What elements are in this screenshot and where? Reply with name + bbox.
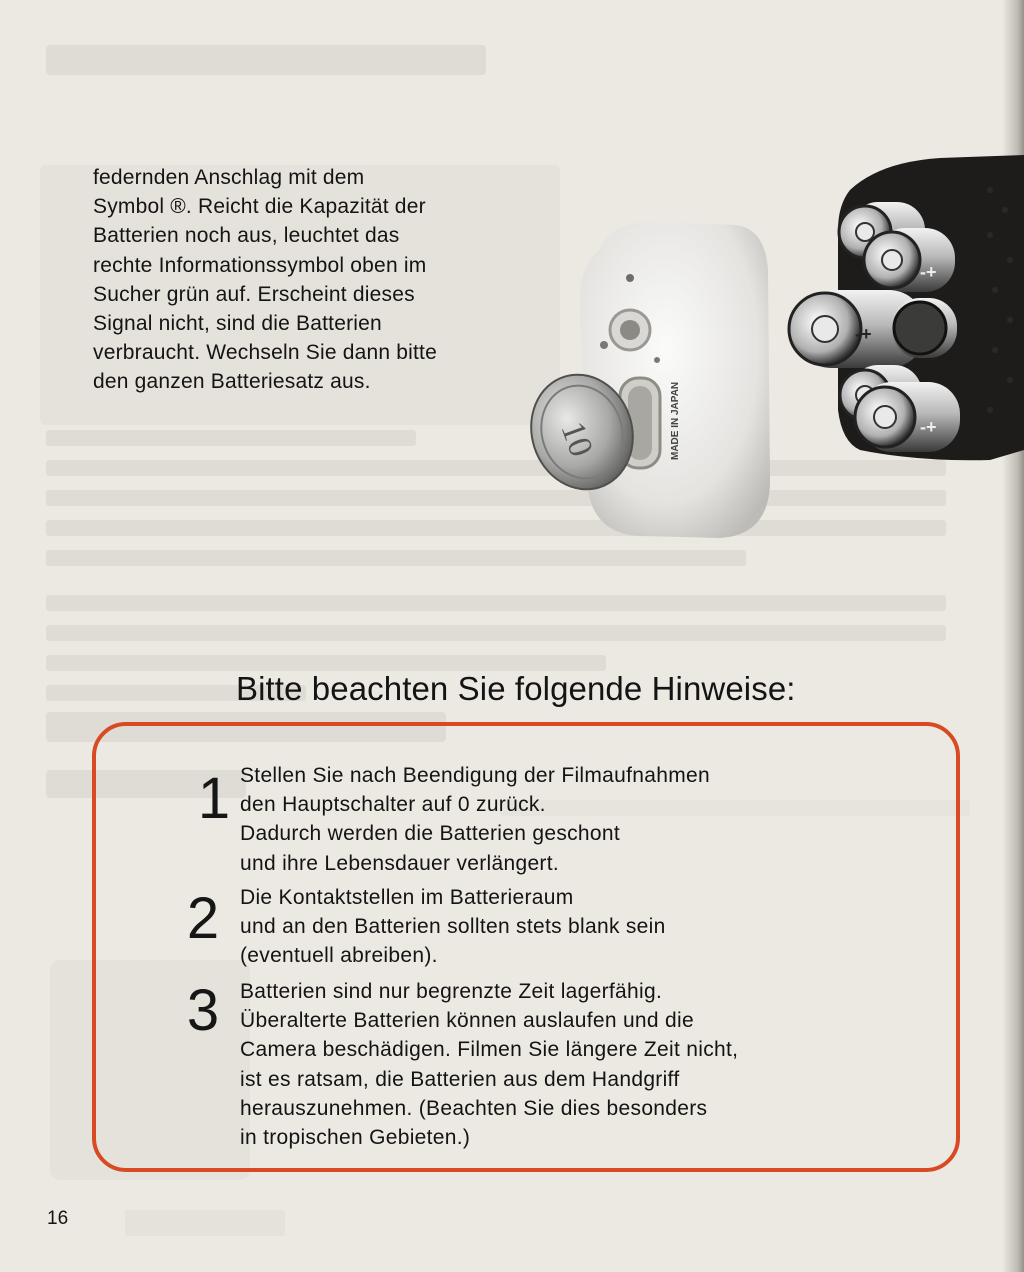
hint-number: 2 xyxy=(186,886,220,951)
hint-line: Die Kontaktstellen im Batterieraum xyxy=(240,886,574,909)
intro-line: Batterien noch aus, leuchtet das xyxy=(93,224,400,248)
hint-number: 3 xyxy=(186,978,220,1043)
coin-number: 10 xyxy=(553,416,600,462)
battery-icon xyxy=(864,228,955,292)
intro-line: den ganzen Batteriesatz aus. xyxy=(93,370,371,394)
hint-line: (eventuell abreiben). xyxy=(240,944,438,968)
hint-line: Camera beschädigen. Filmen Sie längere Zeit nicht, xyxy=(240,1038,739,1062)
hint-item xyxy=(240,977,880,1152)
hint-line: ist es ratsam, die Batterien aus dem Handgriff xyxy=(240,1067,680,1091)
intro-line: federnden Anschlag mit dem xyxy=(93,166,365,189)
svg-text:-+: -+ xyxy=(920,262,937,282)
intro-line: Signal nicht, sind die Batterien xyxy=(93,312,382,336)
svg-text:-+: -+ xyxy=(855,324,872,344)
page-number: 16 xyxy=(47,1208,69,1229)
notice-heading: Bitte beachten Sie folgende Hinweise: xyxy=(236,670,796,707)
made-in-japan-label: MADE IN JAPAN xyxy=(670,381,681,460)
hint-item xyxy=(240,883,880,971)
hint-number: 1 xyxy=(197,766,231,831)
hint-line: Stellen Sie nach Beendigung der Filmaufnahmen xyxy=(240,764,710,787)
hint-line: in tropischen Gebieten.) xyxy=(240,1126,471,1150)
hint-line: den Hauptschalter auf 0 zurück. xyxy=(240,793,546,817)
intro-line: Symbol ®. Reicht die Kapazität der xyxy=(93,195,426,219)
intro-line: verbraucht. Wechseln Sie dann bitte xyxy=(93,341,437,365)
hint-item xyxy=(240,761,880,878)
hint-line: herauszunehmen. (Beachten Sie dies besonders xyxy=(240,1096,708,1120)
battery-icon xyxy=(855,382,960,452)
svg-text:-+: -+ xyxy=(920,417,937,437)
hint-line: und ihre Lebensdauer verlängert. xyxy=(240,851,559,875)
battery-compartment-photo xyxy=(520,150,1024,590)
intro-line: Sucher grün auf. Erscheint dieses xyxy=(93,282,415,306)
battery-holder xyxy=(789,155,1024,460)
hint-line: Batterien sind nur begrenzte Zeit lagerfähig. xyxy=(240,980,663,1003)
hint-line: Dadurch werden die Batterien geschont xyxy=(240,822,620,846)
hint-line: Überalterte Batterien können auslaufen und die xyxy=(240,1009,694,1033)
hint-line: und an den Batterien sollten stets blank sein xyxy=(240,915,666,939)
battery-cover xyxy=(580,222,770,538)
intro-line: rechte Informationssymbol oben im xyxy=(93,253,427,277)
intro-paragraph xyxy=(93,163,523,397)
battery-icon xyxy=(892,298,957,358)
